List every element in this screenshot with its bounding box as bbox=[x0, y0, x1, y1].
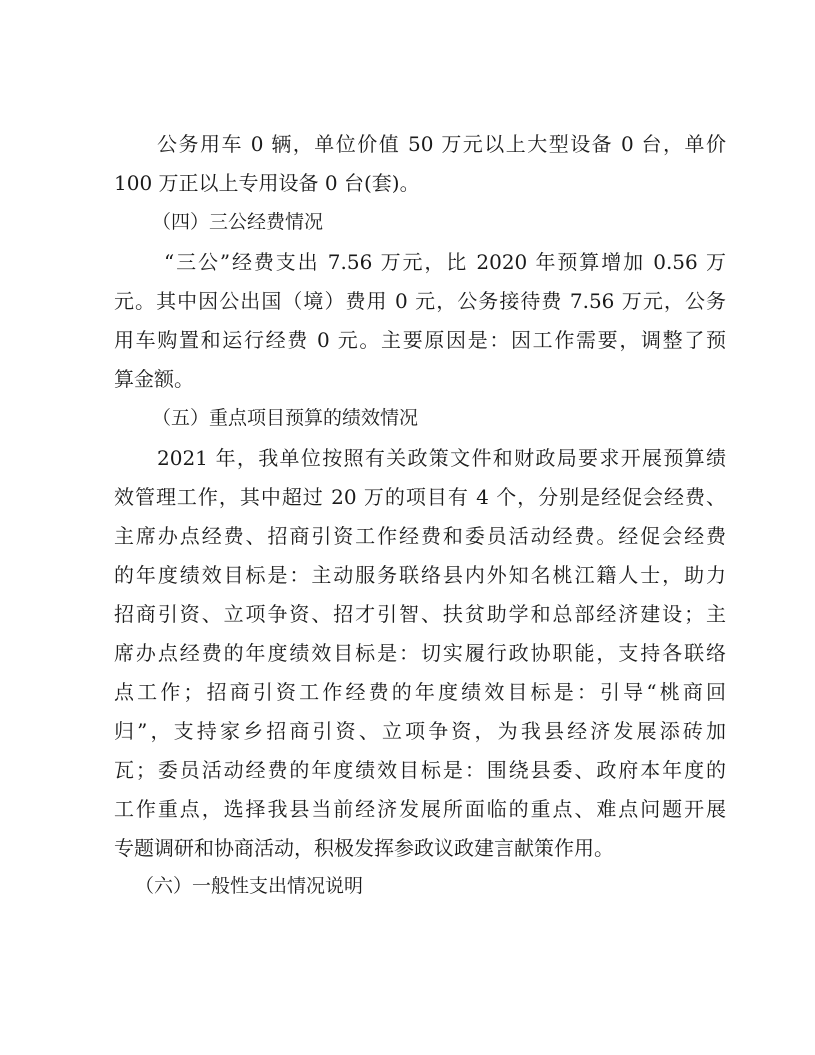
section-heading: （四）三公经费情况 bbox=[152, 211, 324, 233]
text-line: 瓦；委员活动经费的年度绩效目标是：围绕县委、政府本年度的 bbox=[114, 758, 726, 782]
text-line: 用车购置和运行经费 0 元。主要原因是：因工作需要，调整了预 bbox=[114, 328, 726, 352]
text-line: 专题调研和协商活动，积极发挥参政议政建言献策作用。 bbox=[114, 836, 614, 860]
text-line: 元。其中因公出国（境）费用 0 元，公务接待费 7.56 万元，公务 bbox=[114, 289, 726, 313]
text-line: 效管理工作，其中超过 20 万的项目有 4 个，分别是经促会经费、 bbox=[114, 485, 726, 509]
text-line: “三公”经费支出 7.56 万元，比 2020 年预算增加 0.56 万 bbox=[164, 250, 726, 274]
text-line: 工作重点，选择我县当前经济发展所面临的重点、难点问题开展 bbox=[114, 797, 726, 821]
text-line: 2021 年，我单位按照有关政策文件和财政局要求开展预算绩 bbox=[157, 446, 726, 470]
text-line: 席办点经费的年度绩效目标是：切实履行政协职能，支持各联络 bbox=[114, 641, 726, 665]
text-line: 归”，支持家乡招商引资、立项争资，为我县经济发展添砖加 bbox=[114, 719, 726, 743]
text-line: 主席办点经费、招商引资工作经费和委员活动经费。经促会经费 bbox=[114, 524, 726, 548]
section-heading: （五）重点项目预算的绩效情况 bbox=[152, 407, 419, 429]
text-line: 100 万正以上专用设备 0 台(套)。 bbox=[114, 171, 420, 195]
text-line: 算金额。 bbox=[114, 367, 194, 391]
text-line: 公务用车 0 辆，单位价值 50 万元以上大型设备 0 台，单价 bbox=[157, 132, 726, 156]
text-line: 的年度绩效目标是：主动服务联络县内外知名桃江籍人士，助力 bbox=[114, 563, 726, 587]
section-heading: （六）一般性支出情况说明 bbox=[135, 875, 364, 897]
text-line: 点工作；招商引资工作经费的年度绩效目标是：引导“桃商回 bbox=[114, 680, 726, 704]
text-line: 招商引资、立项争资、招才引智、扶贫助学和总部经济建设；主 bbox=[114, 602, 726, 626]
